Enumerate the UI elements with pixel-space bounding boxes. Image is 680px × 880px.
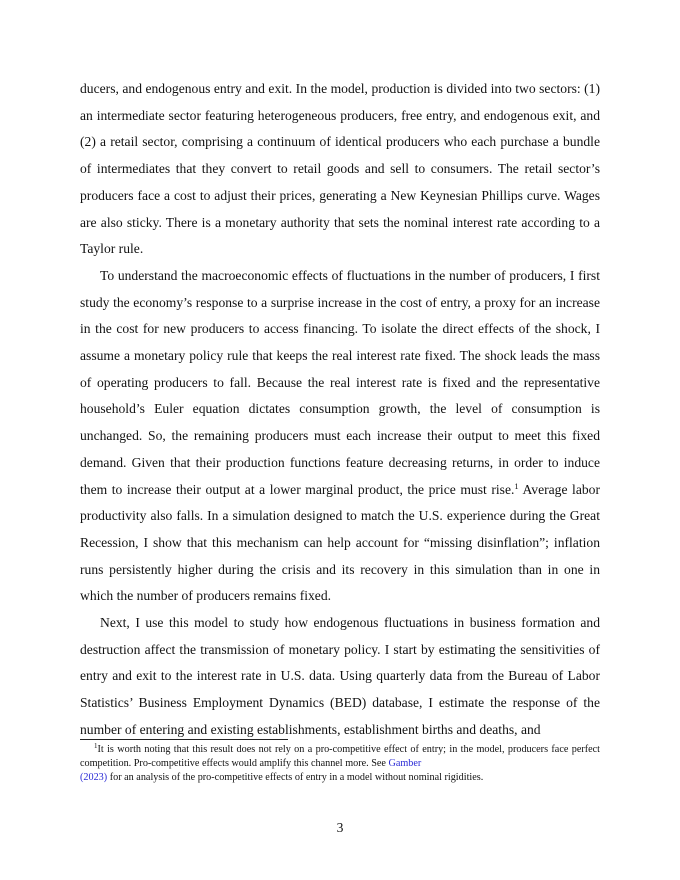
paragraph-2-text-b: Average labor productivity also falls. In a simulation designed to match the U.S. experience during the Great Recession, I show that this mechanism can help account for “missing disinflation”; inflation runs persistently higher during the crisis and its recovery in this simulation than in one in which the number of producers remains fixed. (80, 481, 600, 604)
footnote-text-a: It is worth noting that this result does not rely on a pro-competitive effect of entry; in the model, producers face perfect competition. Pro-competitive effects would amplify this channel more. See (80, 744, 600, 770)
paragraph-1: ducers, and endogenous entry and exit. In the model, production is divided into two sectors: (1) an intermediate sector featuring heterogeneous producers, free entry, and endogenous exit, and (2) a retail sector, comprising a continuum of identical producers who each purchase a bundle of intermediates that they convert to retail goods and sell to consumers. The retail sector’s producers face a cost to adjust their prices, generating a New Keynesian Phillips curve. Wages are also sticky. There is a monetary authority that sets the nominal interest rate according to a Taylor rule. (80, 81, 600, 257)
footnote-divider (80, 739, 288, 740)
footnote (80, 743, 600, 786)
paragraph-3: Next, I use this model to study how endogenous fluctuations in business formation and destruction affect the transmission of monetary policy. I start by estimating the sensitivities of entry and exit to the interest rate in U.S. data. Using quarterly data from the Bureau of Labor Statistics’ Business Employment Dynamics (BED) database, I estimate the response of the number of entering and existing establishments, establishment births and deaths, and (80, 615, 600, 737)
citation-link-author[interactable]: Gamber (388, 758, 422, 770)
paragraph-2-text-a: To understand the macroeconomic effects of fluctuations in the number of producers, I first study the economy’s response to a surprise increase in the cost of entry, a proxy for an increase in the cost for new producers to access financing. To isolate the direct effects of the shock, I assume a monetary policy rule that keeps the real interest rate fixed. The shock leads the mass of operating producers to fall. Because the real interest rate is fixed and the representative household’s Euler equation dictates consumption growth, the level of consumption is unchanged. So, the remaining producers must each increase their output to meet this fixed demand. Given that their production functions feature decreasing returns, in order to induce them to increase their output at a lower marginal product, the price must rise. (80, 267, 600, 497)
footnote-mark: 1 (514, 480, 519, 491)
page-number: 3 (336, 820, 344, 835)
body-text (80, 76, 600, 744)
paragraph-2 (80, 263, 600, 610)
footnote-number: 1 (94, 742, 98, 750)
citation-link-year[interactable]: (2023) (80, 772, 108, 784)
footnote-text-b: for an analysis of the pro-competitive effects of entry in a model without nominal rigidities. (107, 772, 484, 784)
